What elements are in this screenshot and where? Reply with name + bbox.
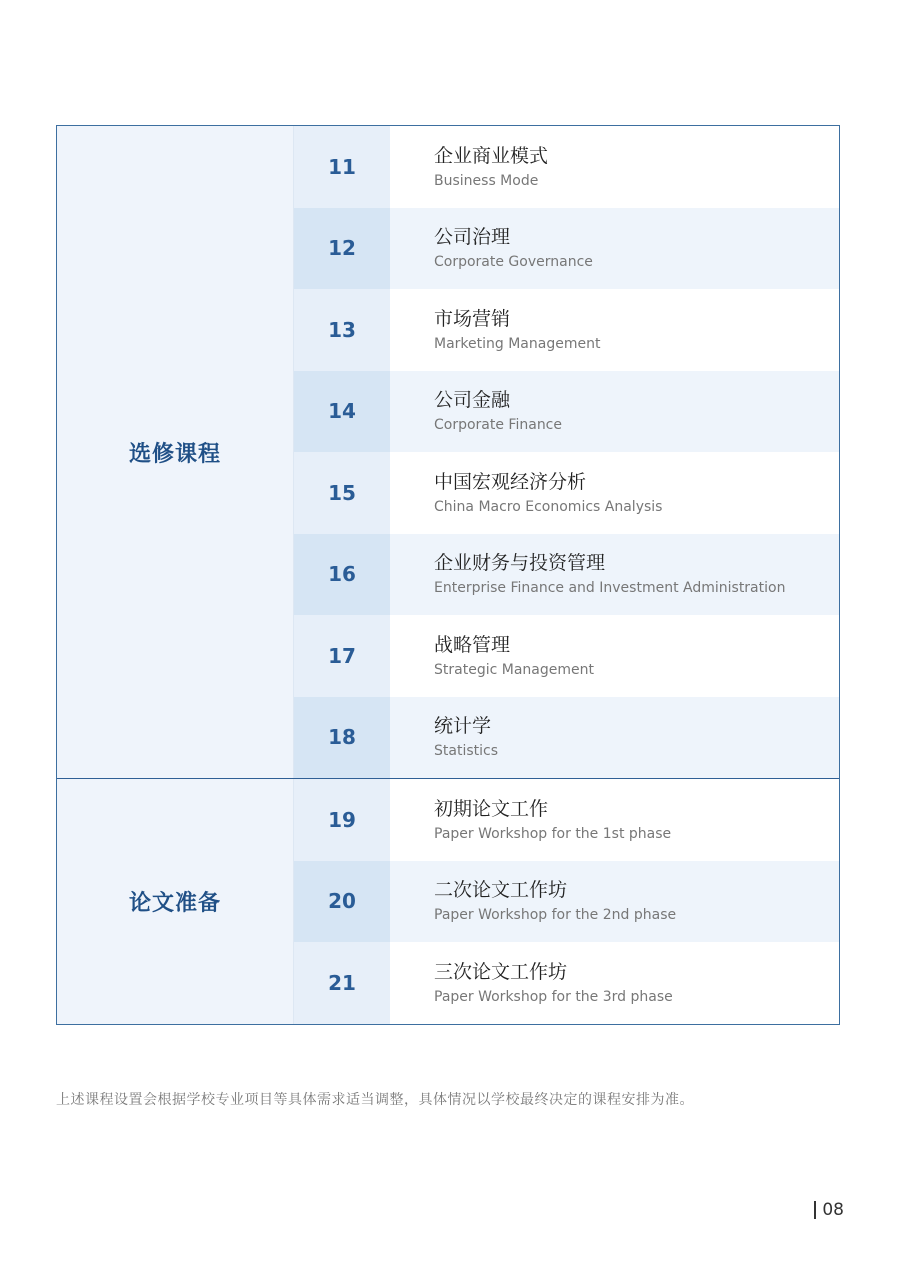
course-number: 12 [294,208,390,290]
course-number: 19 [294,779,390,861]
course-text [390,452,839,534]
category-label: 选修课程 [128,441,221,467]
course-name-en: China Macro Economics Analysis [434,498,663,515]
course-row [294,289,839,371]
category-cell [57,779,294,1024]
course-name-en: Marketing Management [434,335,601,352]
course-name-en: Corporate Finance [434,417,562,434]
course-name-en: Business Mode [434,172,539,189]
course-row [294,208,839,290]
course-number: 14 [294,371,390,453]
course-name-cn: 战略管理 [434,633,511,656]
course-name-cn: 企业财务与投资管理 [434,552,606,575]
course-name-cn: 初期论文工作 [434,797,549,820]
course-row [294,615,839,697]
category-cell [57,126,294,778]
course-row [294,452,839,534]
course-text [390,371,839,453]
course-group-thesis [57,778,839,1024]
course-row [294,779,839,861]
category-label: 论文准备 [128,890,221,916]
course-row [294,371,839,453]
course-row [294,126,839,208]
course-name-en: Paper Workshop for the 3rd phase [434,988,673,1005]
course-row [294,697,839,779]
course-number: 20 [294,861,390,943]
course-text [390,861,839,943]
course-row [294,861,839,943]
course-row [294,534,839,616]
footnote: 上述课程设置会根据学校专业项目等具体需求适当调整，具体情况以学校最终决定的课程安排为准。 [56,1092,694,1108]
course-number: 17 [294,615,390,697]
course-group-elective [57,126,839,778]
course-name-cn: 公司金融 [434,389,511,412]
course-name-en: Enterprise Finance and Investment Administration [434,580,786,597]
course-name-cn: 公司治理 [434,226,511,249]
course-text [390,779,839,861]
course-name-cn: 企业商业模式 [434,144,549,167]
course-name-en: Corporate Governance [434,254,593,271]
page-divider [814,1201,816,1219]
course-name-cn: 三次论文工作坊 [434,960,568,983]
course-name-en: Strategic Management [434,661,594,678]
course-rows [294,126,839,778]
course-name-cn: 统计学 [434,715,492,738]
course-number: 18 [294,697,390,779]
course-number: 15 [294,452,390,534]
course-name-cn: 中国宏观经济分析 [434,470,587,493]
course-number: 11 [294,126,390,208]
course-rows [294,779,839,1024]
course-text [390,126,839,208]
course-text [390,534,839,616]
course-text [390,697,839,779]
course-text [390,289,839,371]
course-number: 16 [294,534,390,616]
course-text [390,208,839,290]
course-name-cn: 市场营销 [434,307,511,330]
course-number: 21 [294,942,390,1024]
course-name-en: Paper Workshop for the 2nd phase [434,907,677,924]
course-table [56,125,840,1025]
course-name-cn: 二次论文工作坊 [434,879,568,902]
course-name-en: Statistics [434,743,498,760]
course-text [390,615,839,697]
course-text [390,942,839,1024]
course-name-en: Paper Workshop for the 1st phase [434,825,672,842]
page-number [814,1200,844,1220]
page-number-text: 08 [822,1200,844,1220]
course-number: 13 [294,289,390,371]
course-row [294,942,839,1024]
